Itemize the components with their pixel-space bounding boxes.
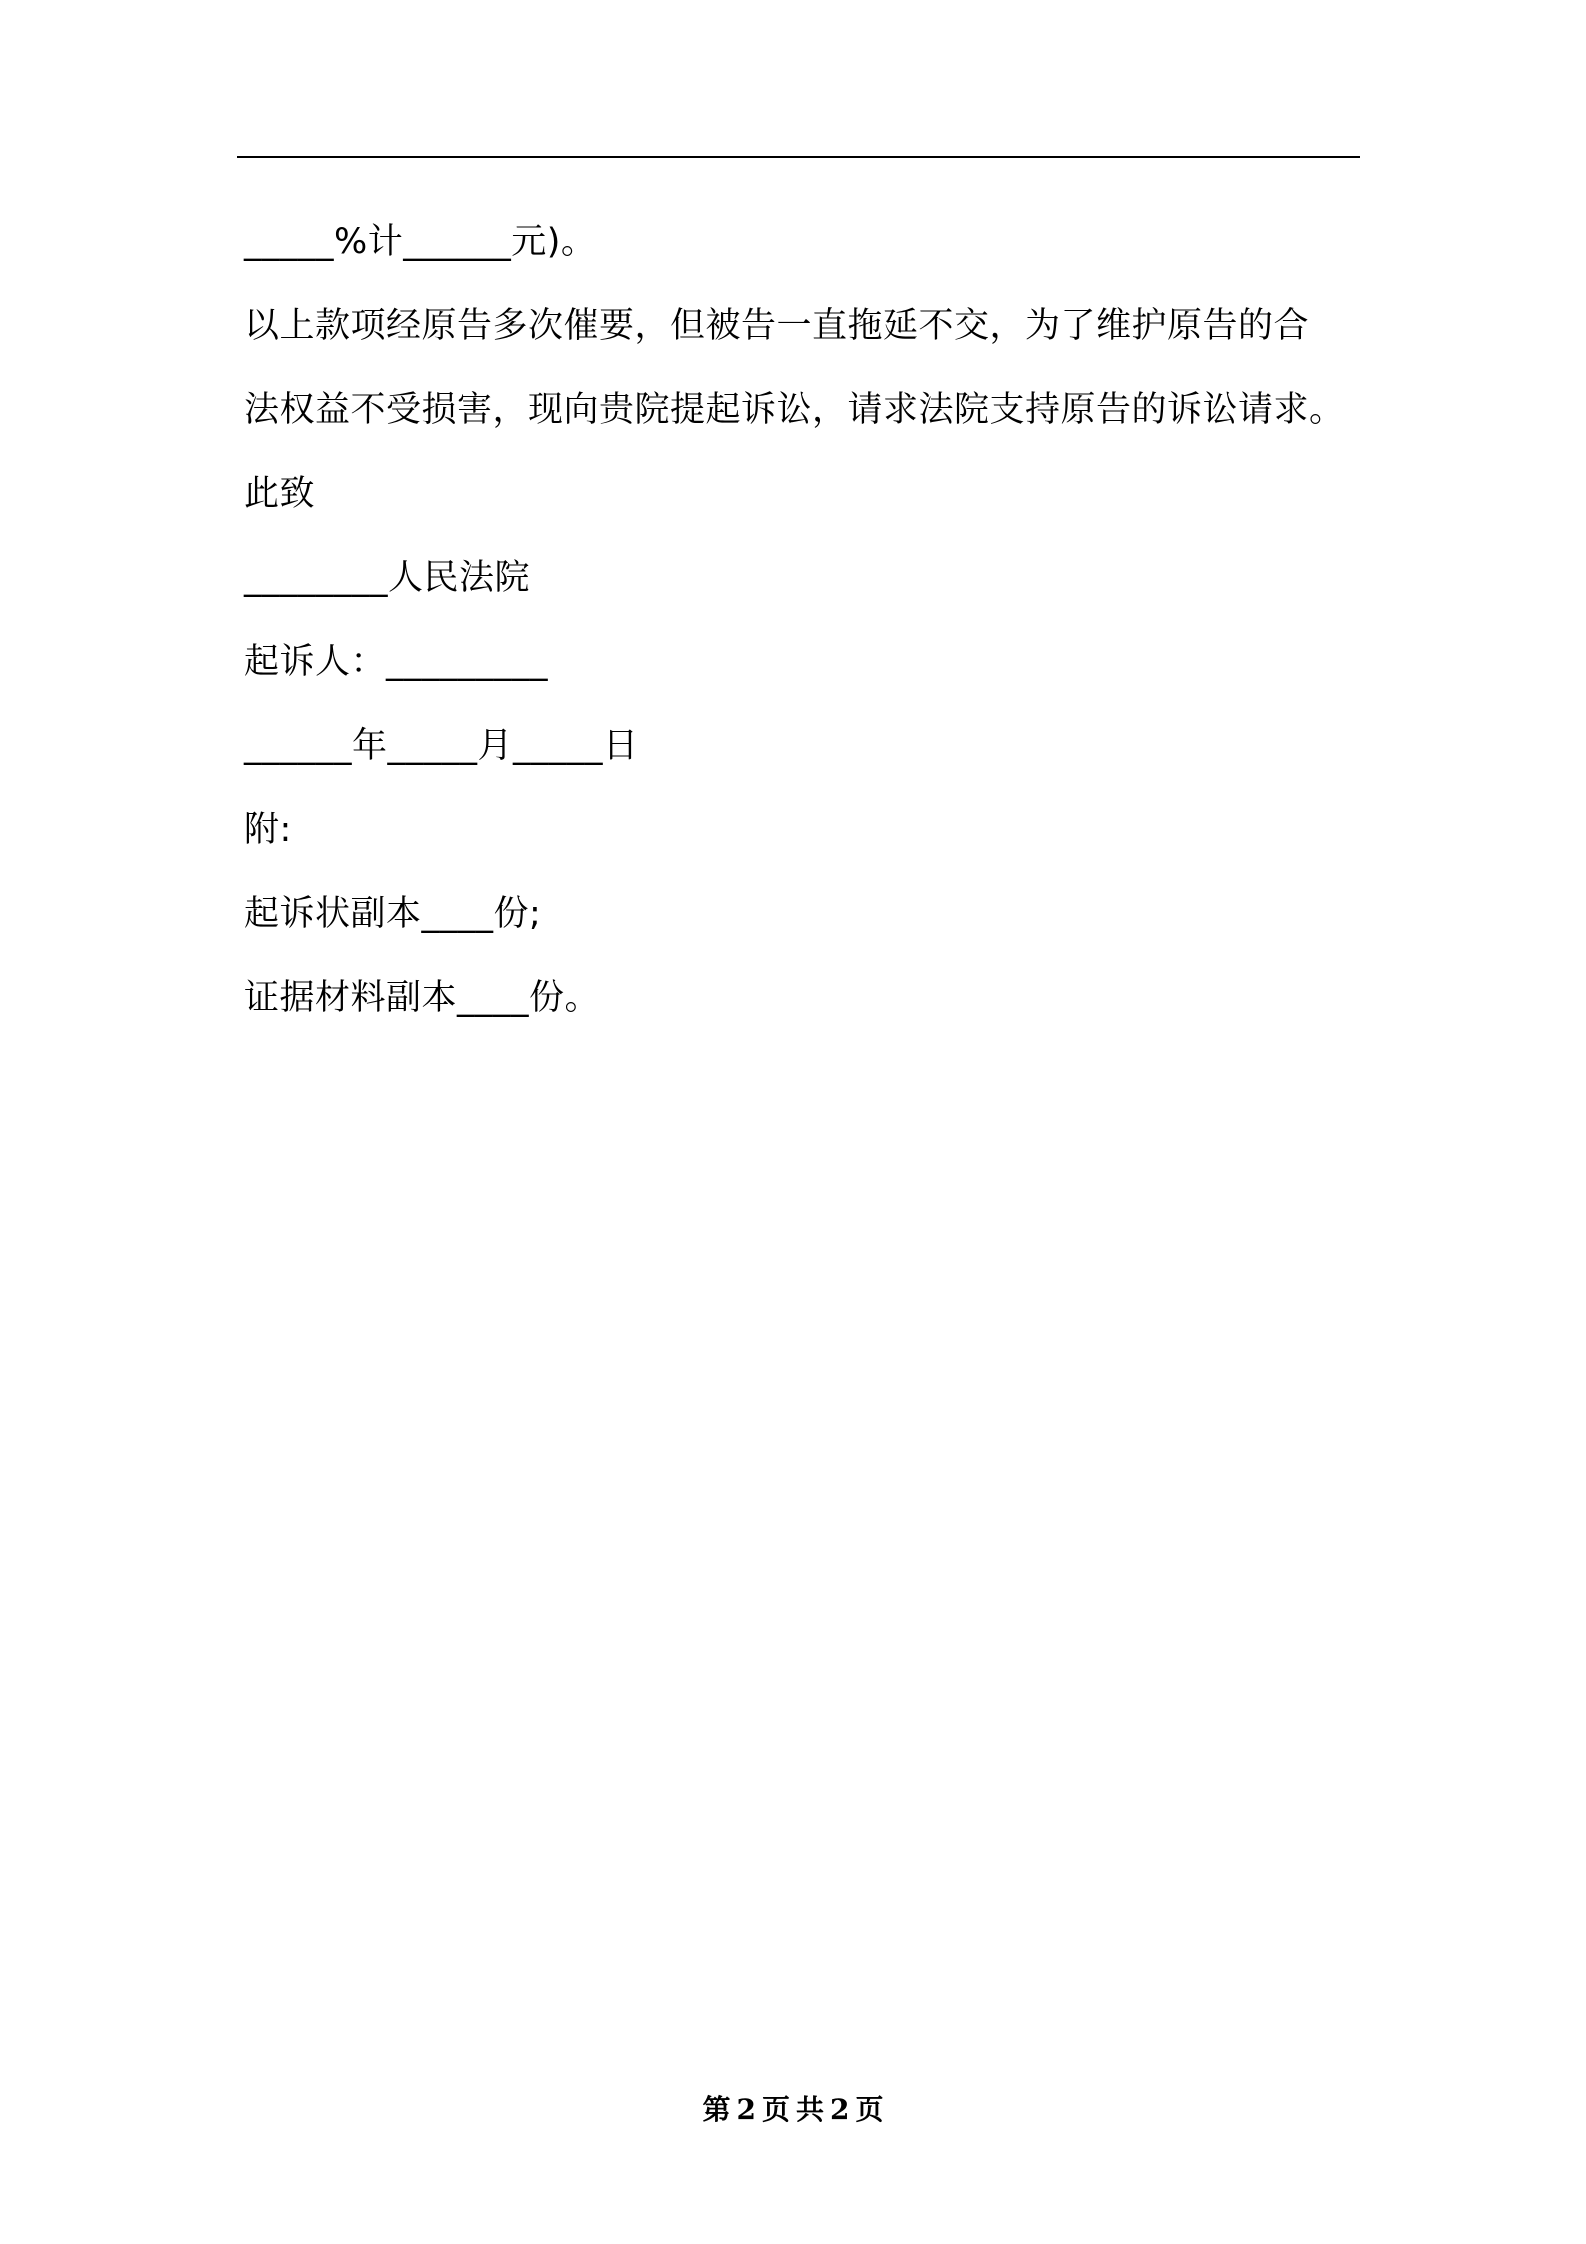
footer-prefix: 第 [702, 2093, 731, 2126]
text-line-date: ______年_____月_____日 [244, 726, 639, 766]
footer-current-page: 2 [736, 2093, 756, 2126]
header-rule [237, 156, 1360, 158]
page-footer [0, 2090, 1586, 2130]
footer-suffix: 页 [855, 2093, 884, 2126]
text-line-salutation: 此致 [244, 474, 316, 514]
text-line-demand-2: 法权益不受损害，现向贵院提起诉讼，请求法院支持原告的诉讼请求。 [244, 390, 1345, 430]
text-line-plaintiff: 起诉人：_________ [244, 642, 549, 682]
text-line-attachment: 附: [244, 810, 292, 850]
text-line-demand-1: 以上款项经原告多次催要，但被告一直拖延不交，为了维护原告的合 [244, 306, 1310, 346]
footer-total-word: 共 [796, 2093, 825, 2126]
footer-page-word: 页 [761, 2093, 790, 2126]
text-line-court: ________人民法院 [244, 558, 531, 598]
footer-total-pages: 2 [830, 2093, 850, 2126]
text-line-interest: _____%计______元)。 [244, 222, 597, 262]
text-line-evidence-copies: 证据材料副本____份。 [244, 978, 601, 1018]
document-body [244, 200, 1360, 1040]
text-line-complaint-copies: 起诉状副本____份; [244, 894, 542, 934]
